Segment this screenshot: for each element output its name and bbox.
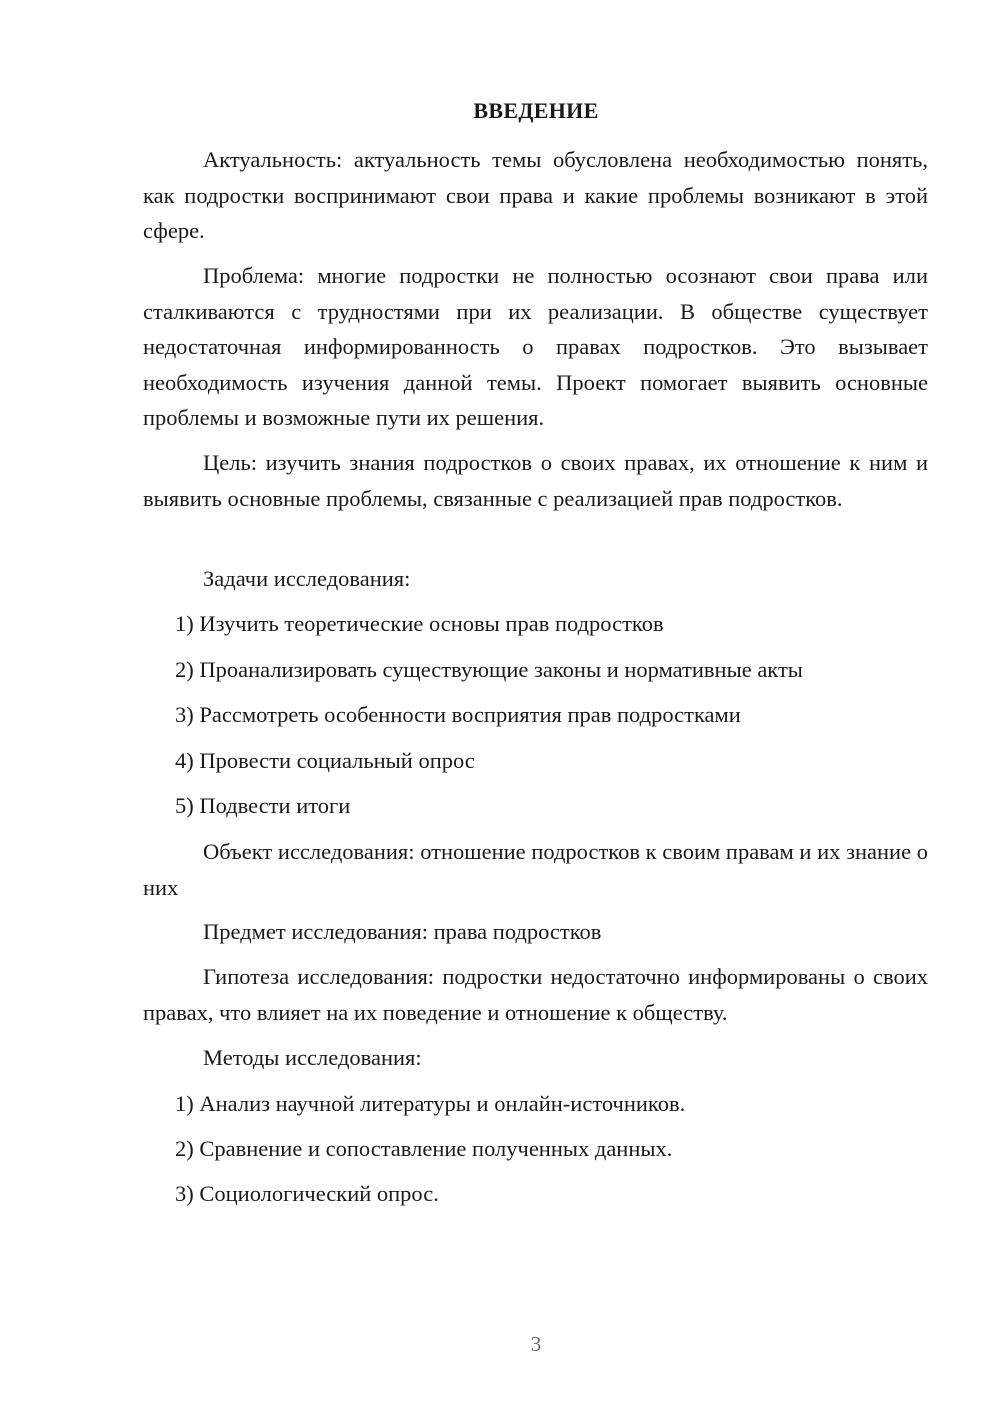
- problem-paragraph: Проблема: многие подростки не полностью осознают свои права или сталкиваются с трудностями при их реализации. В обществе существует недостаточная информированность о правах подростков. Это вызывает необходимость изучения данной темы. Проект помогает выявить основные проблемы и возможные пути их решения.: [143, 263, 928, 430]
- tasks-heading: Задачи исследования:: [203, 566, 411, 591]
- section-title: ВВЕДЕНИЕ: [473, 98, 599, 123]
- subject-line: Предмет исследования: права подростков: [203, 919, 602, 944]
- goal-paragraph: Цель: изучить знания подростков о своих правах, их отношение к ним и выявить основные проблемы, связанные с реализацией прав подростков.: [143, 450, 928, 511]
- methods-heading: Методы исследования:: [203, 1045, 422, 1070]
- method-item: 1) Анализ научной литературы и онлайн-источников.: [175, 1091, 686, 1116]
- task-item: 3) Рассмотреть особенности восприятия прав подростками: [175, 702, 741, 727]
- task-item: 1) Изучить теоретические основы прав подростков: [175, 611, 664, 636]
- object-paragraph: Объект исследования: отношение подростков к своим правам и их знание о них: [143, 839, 928, 900]
- task-item: 2) Проанализировать существующие законы и нормативные акты: [175, 657, 803, 682]
- task-item: 4) Провести социальный опрос: [175, 748, 475, 773]
- relevance-paragraph: Актуальность: актуальность темы обусловлена необходимостью понять, как подростки воспринимают свои права и какие проблемы возникают в этой сфере.: [143, 147, 928, 243]
- hypothesis-paragraph: Гипотеза исследования: подростки недостаточно информированы о своих правах, что влияет на их поведение и отношение к обществу.: [143, 964, 928, 1025]
- page-number: 3: [530, 1332, 542, 1356]
- method-item: 3) Социологический опрос.: [175, 1181, 439, 1206]
- method-item: 2) Сравнение и сопоставление полученных данных.: [175, 1136, 673, 1161]
- task-item: 5) Подвести итоги: [175, 793, 351, 818]
